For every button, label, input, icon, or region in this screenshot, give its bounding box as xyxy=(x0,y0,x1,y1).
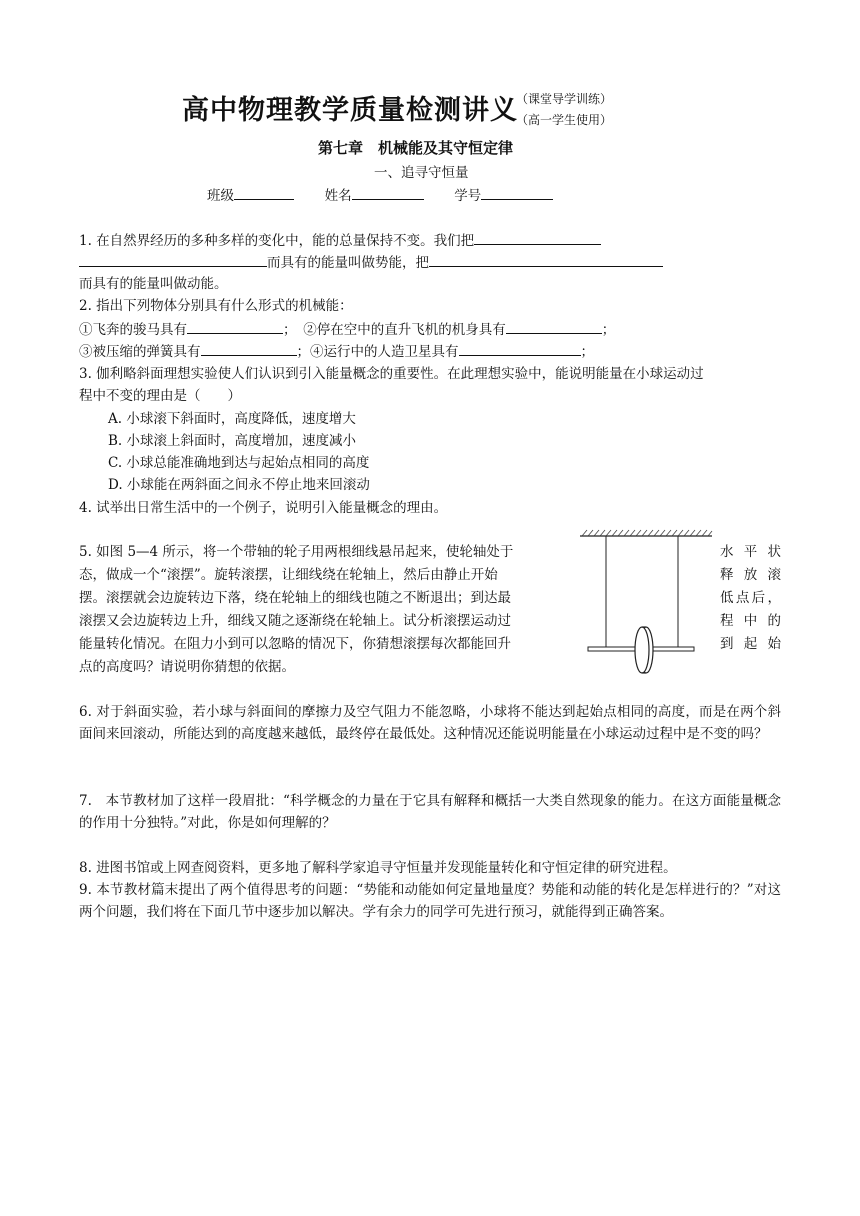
q3-option-c[interactable]: C. 小球总能准确地到达与起始点相同的高度 xyxy=(108,455,370,471)
q5-right3: 低点后， xyxy=(720,590,781,606)
q3-option-d[interactable]: D. 小球能在两斜面之间永不停止地来回滚动 xyxy=(108,477,370,493)
q2-blank2[interactable] xyxy=(506,318,602,334)
maxwell-wheel-figure xyxy=(578,528,714,684)
class-label: 班级 xyxy=(207,188,234,204)
q7-text: 7. 本节教材加了这样一段眉批：“科学概念的力量在于它具有解释和概括一大类自然现象的能力。在这方面能量概念的作用十分独特。”对此，你是如何理解的？ xyxy=(79,793,781,831)
ceiling-support xyxy=(580,530,712,536)
q2-row1: ①飞奔的骏马具有 ； ②停在空中的直升飞机的机身具有 ； xyxy=(79,318,615,341)
q1-line2: 而具有的能量叫做势能，把 xyxy=(79,251,663,274)
q6-text: 6. 对于斜面实验，若小球与斜面间的摩擦力及空气阻力不能忽略，小球将不能达到起始点相同的高度，而是在两个斜面间来回滚动，所能达到的高度越来越低，最终停在最低处。这种情况还能说明能量在小球运动过程中是不变的吗？ xyxy=(79,704,781,742)
q1-line1: 1. 在自然界经历的多种多样的变化中，能的总量保持不变。我们把 xyxy=(79,229,601,252)
q3-option-a[interactable]: A. 小球滚下斜面时，高度降低，速度增大 xyxy=(108,411,356,427)
q3-stem-line1: 3. 伽利略斜面理想实验使人们认识到引入能量概念的重要性。在此理想实验中，能说明能量在小球运动过 xyxy=(79,366,704,382)
q2-blank1[interactable] xyxy=(187,318,283,334)
q2-blank4[interactable] xyxy=(459,340,581,356)
q5-line2: 态，做成一个“滚摆”。旋转滚摆，让细线绕在轮轴上，然后由静止开始 xyxy=(79,567,498,583)
q1-blank1[interactable] xyxy=(474,229,601,245)
q5-line3: 摆。滚摆就会边旋转边下落，绕在轮轴上的细线也随之不断退出；到达最 xyxy=(79,590,511,606)
q4-text: 4. 试举出日常生活中的一个例子，说明引入能量概念的理由。 xyxy=(79,500,448,516)
title-note-line1: （课堂导学训练） xyxy=(516,92,613,106)
q1-blank2[interactable] xyxy=(429,251,663,267)
id-label: 学号 xyxy=(454,188,482,204)
id-blank[interactable] xyxy=(481,184,553,200)
q3-stem-line2: 程中不变的理由是（ ） xyxy=(79,388,241,404)
q5-line5: 能量转化情况。在阻力小到可以忽略的情况下，你猜想滚摆每次都能回升 xyxy=(79,636,511,652)
name-blank[interactable] xyxy=(352,184,424,200)
q5-last-line: 点的高度吗？请说明你猜想的依据。 xyxy=(79,659,295,675)
name-label: 姓名 xyxy=(324,188,352,204)
q5-line1: 5. 如图 5—4 所示，将一个带轴的轮子用两根细线悬吊起来，使轮轴处于 xyxy=(79,544,514,560)
title-note-line2: （高一学生使用） xyxy=(516,113,613,127)
q5-right2: 释放滚 xyxy=(720,567,781,583)
class-blank[interactable] xyxy=(234,184,294,200)
page-title: 高中物理教学质量检测讲义 xyxy=(182,95,518,126)
chapter-heading: 第七章 机械能及其守恒定律 xyxy=(318,139,514,157)
q9-text: 9. 本节教材篇末提出了两个值得思考的问题：“势能和动能如何定量地量度？势能和动能的转化是怎样进行的？”对这两个问题，我们将在下面几节中逐步加以解决。学有余力的同学可先进行预习，就能得到正确答案。 xyxy=(79,882,781,920)
q5-right5: 到起始 xyxy=(720,636,781,652)
q2-stem: 2. 指出下列物体分别具有什么形式的机械能： xyxy=(79,298,353,314)
q8-text: 8. 进图书馆或上网查阅资料，更多地了解科学家追寻守恒量并发现能量转化和守恒定律的研究进程。 xyxy=(79,860,677,876)
section-heading: 一、追寻守恒量 xyxy=(374,165,469,181)
q1-blank1-cont[interactable] xyxy=(79,251,267,267)
q5-right4: 程中的 xyxy=(720,613,781,629)
q5-right1: 水平状 xyxy=(720,544,781,560)
q1-line3: 而具有的能量叫做动能。 xyxy=(79,276,228,292)
q2-row2: ③被压缩的弹簧具有 ；④运行中的人造卫星具有 ； xyxy=(79,340,594,363)
student-info-row xyxy=(207,184,553,207)
wheel xyxy=(635,627,653,673)
q2-blank3[interactable] xyxy=(201,340,297,356)
q5-line4: 滚摆又会边旋转边上升，细线又随之逐渐绕在轮轴上。试分析滚摆运动过 xyxy=(79,613,511,629)
q3-option-b[interactable]: B. 小球滚上斜面时，高度增加，速度减小 xyxy=(108,433,357,449)
